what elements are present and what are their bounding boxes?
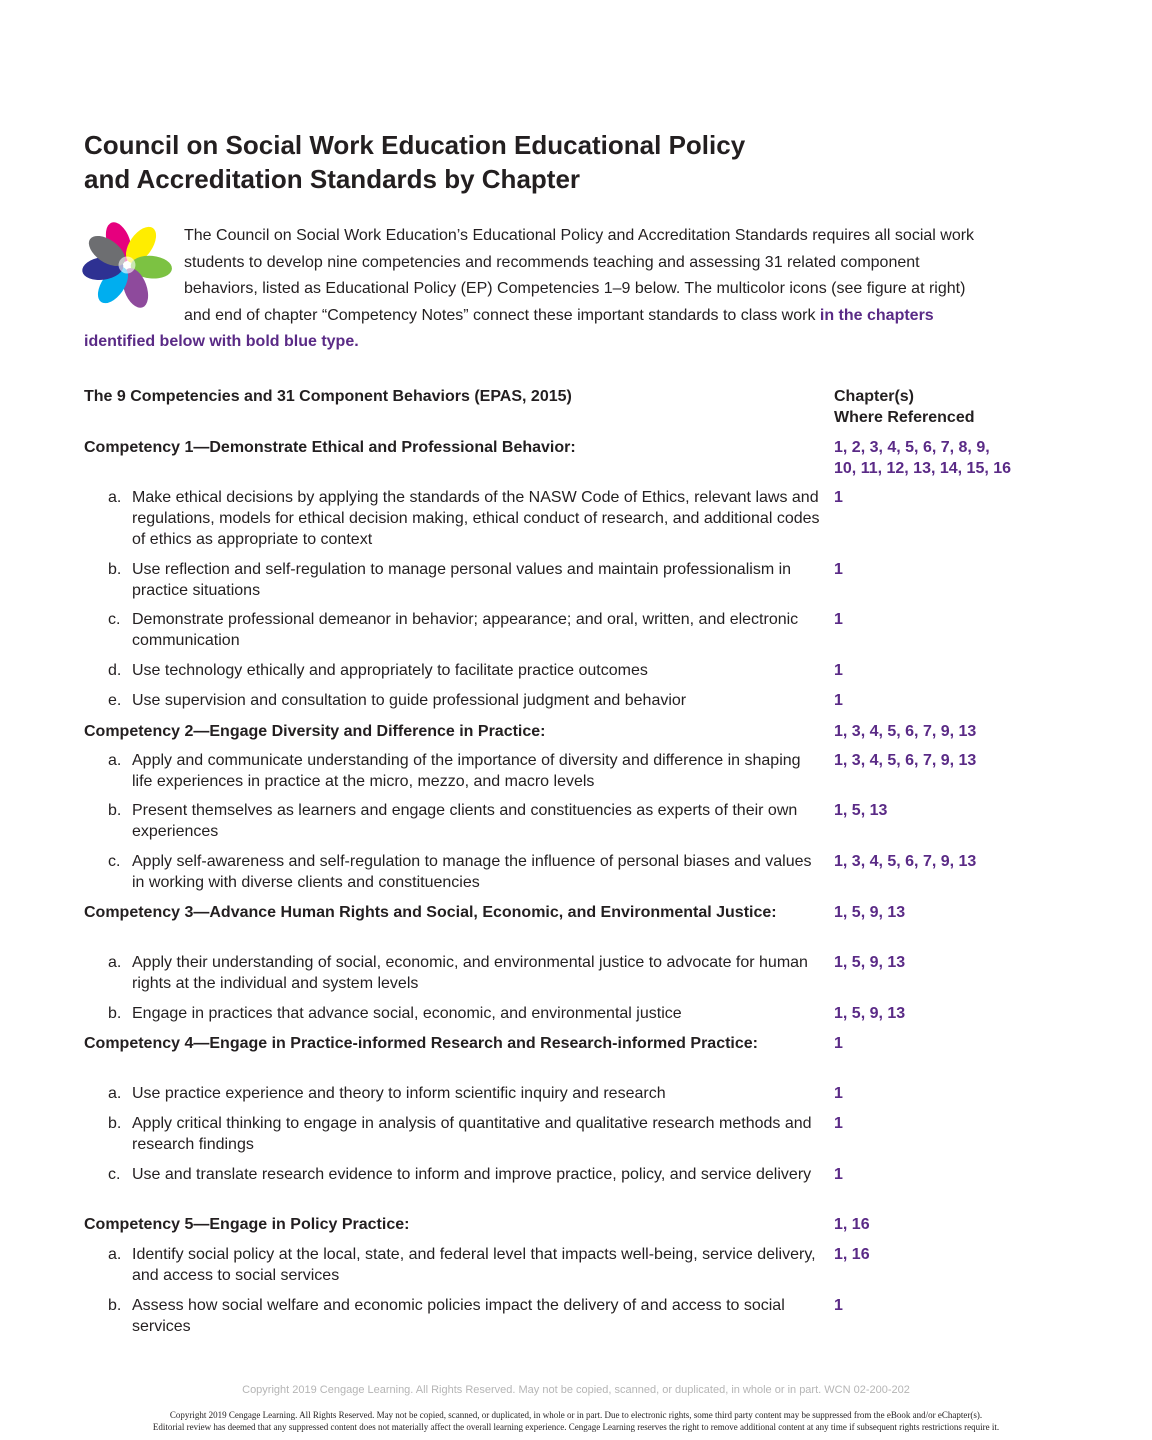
competency-title: Competency 1—Demonstrate Ethical and Professional Behavior: xyxy=(84,439,576,456)
behavior-letter: a. xyxy=(108,752,122,769)
title-line-2: and Accreditation Standards by Chapter xyxy=(84,164,581,194)
table-header-right-line2: Where Referenced xyxy=(834,409,975,426)
chapter-refs: 1, 5, 9, 13 xyxy=(834,1005,906,1022)
behavior-text: Apply self-awareness and self-regulation to manage the influence of personal biases and values in working with diverse clients and constituencies xyxy=(132,853,812,891)
behavior-text: Demonstrate professional demeanor in behavior; appearance; and oral, written, and electronic communication xyxy=(132,611,799,649)
title-line-1: Council on Social Work Education Educational Policy xyxy=(84,130,746,160)
chapter-refs: 1, 3, 4, 5, 6, 7, 9, 13 xyxy=(834,752,977,769)
chapter-refs: 1, 16 xyxy=(834,1216,870,1233)
behavior-letter: c. xyxy=(108,853,121,870)
chapter-refs: 1 xyxy=(834,662,843,679)
chapter-refs: 1 xyxy=(834,489,843,506)
behavior-text: Present themselves as learners and engage clients and constituencies as experts of their own experiences xyxy=(132,802,798,840)
table-header-right xyxy=(834,386,1034,428)
behavior-text: Use and translate research evidence to inform and improve practice, policy, and service delivery xyxy=(132,1166,812,1183)
chapter-refs: 1 xyxy=(834,1115,843,1132)
intro-highlight: in the chapters identified below with bold blue type. xyxy=(84,306,934,350)
behavior-letter: c. xyxy=(108,1166,121,1183)
chapter-refs: 1, 3, 4, 5, 6, 7, 9, 13 xyxy=(834,853,977,870)
competency-title: Competency 5—Engage in Policy Practice: xyxy=(84,1216,410,1233)
chapter-refs: 1 xyxy=(834,611,843,628)
table-header-left: The 9 Competencies and 31 Component Behaviors (EPAS, 2015) xyxy=(84,388,572,405)
table-header-right-line1: Chapter(s) xyxy=(834,388,915,405)
behavior-text: Make ethical decisions by applying the standards of the NASW Code of Ethics, relevant laws and regulations, models for ethical decision making, ethical conduct of research, and additional codes of ethics as appropriate to context xyxy=(132,489,820,548)
behavior-letter: a. xyxy=(108,1246,122,1263)
behavior-text: Identify social policy at the local, state, and federal level that impacts well-being, service delivery, and access to social services xyxy=(132,1246,816,1284)
behavior-text: Apply critical thinking to engage in analysis of quantitative and qualitative research methods and research findings xyxy=(132,1115,812,1153)
behavior-letter: b. xyxy=(108,1115,122,1132)
copyright-watermark: Copyright 2019 Cengage Learning. All Rights Reserved. May not be copied, scanned, or duplicated, in whole or in part. WCN 02-200-202 xyxy=(242,1384,910,1396)
chapter-refs: 1 xyxy=(834,561,843,578)
behavior-letter: a. xyxy=(108,1085,122,1102)
chapter-refs: 1, 2, 3, 4, 5, 6, 7, 8, 9, 10, 11, 12, 13, 14, 15, 16 xyxy=(834,439,1012,477)
behavior-letter: b. xyxy=(108,561,122,578)
copyright-notice xyxy=(0,1409,1152,1433)
behavior-letter: c. xyxy=(108,611,121,628)
competency-title: Competency 2—Engage Diversity and Difference in Practice: xyxy=(84,723,546,740)
behavior-letter: b. xyxy=(108,1005,122,1022)
chapter-refs: 1, 3, 4, 5, 6, 7, 9, 13 xyxy=(834,723,977,740)
chapter-refs: 1, 5, 9, 13 xyxy=(834,954,906,971)
intro-paragraph xyxy=(84,223,984,356)
chapter-refs: 1 xyxy=(834,1166,843,1183)
behavior-letter: d. xyxy=(108,662,122,679)
competency-title: Competency 4—Engage in Practice-informed Research and Research-informed Practice: xyxy=(84,1035,758,1052)
chapter-refs: 1 xyxy=(834,692,843,709)
behavior-text: Use supervision and consultation to guide professional judgment and behavior xyxy=(132,692,687,709)
chapter-refs: 1 xyxy=(834,1085,843,1102)
behavior-letter: a. xyxy=(108,954,122,971)
behavior-letter: a. xyxy=(108,489,122,506)
competency-title: Competency 3—Advance Human Rights and Social, Economic, and Environmental Justice: xyxy=(84,904,777,921)
behavior-text: Use practice experience and theory to inform scientific inquiry and research xyxy=(132,1085,666,1102)
behavior-text: Use reflection and self-regulation to manage personal values and maintain professionalism in practice situations xyxy=(132,561,792,599)
chapter-refs: 1, 5, 13 xyxy=(834,802,888,819)
copyright-notice-line2: Editorial review has deemed that any suppressed content does not materially affect the overall learning experience. Cengage Learning reserves the right to remove additional content at any time if subsequent rights restrictions require it. xyxy=(152,1422,1000,1432)
copyright-notice-line1: Copyright 2019 Cengage Learning. All Rights Reserved. May not be copied, scanned, or duplicated, in whole or in part. Due to electronic rights, some third party content may be suppressed from the eBook and/or eChapter(s). xyxy=(169,1410,983,1420)
intro-text: The Council on Social Work Education’s Educational Policy and Accreditation Standards requires all social work students to develop nine competencies and recommends teaching and assessing 31 related component behaviors, listed as Educational Policy (EP) Competencies 1–9 below. The multicolor icons (see figure at right) and end of chapter “Competency Notes” connect these important standards to class work xyxy=(184,227,975,324)
chapter-refs: 1 xyxy=(834,1297,843,1314)
behavior-text: Apply and communicate understanding of the importance of diversity and difference in shaping life experiences in practice at the micro, mezzo, and macro levels xyxy=(132,752,801,790)
behavior-text: Use technology ethically and appropriately to facilitate practice outcomes xyxy=(132,662,648,679)
chapter-refs: 1, 5, 9, 13 xyxy=(834,904,906,921)
behavior-letter: b. xyxy=(108,1297,122,1314)
behavior-text: Engage in practices that advance social, economic, and environmental justice xyxy=(132,1005,682,1022)
behavior-text: Assess how social welfare and economic policies impact the delivery of and access to social services xyxy=(132,1297,785,1335)
page-title xyxy=(84,128,745,196)
behavior-letter: b. xyxy=(108,802,122,819)
behavior-letter: e. xyxy=(108,692,122,709)
chapter-refs: 1 xyxy=(834,1035,843,1052)
chapter-refs: 1, 16 xyxy=(834,1246,870,1263)
behavior-text: Apply their understanding of social, economic, and environmental justice to advocate for human rights at the individual and system levels xyxy=(132,954,808,992)
